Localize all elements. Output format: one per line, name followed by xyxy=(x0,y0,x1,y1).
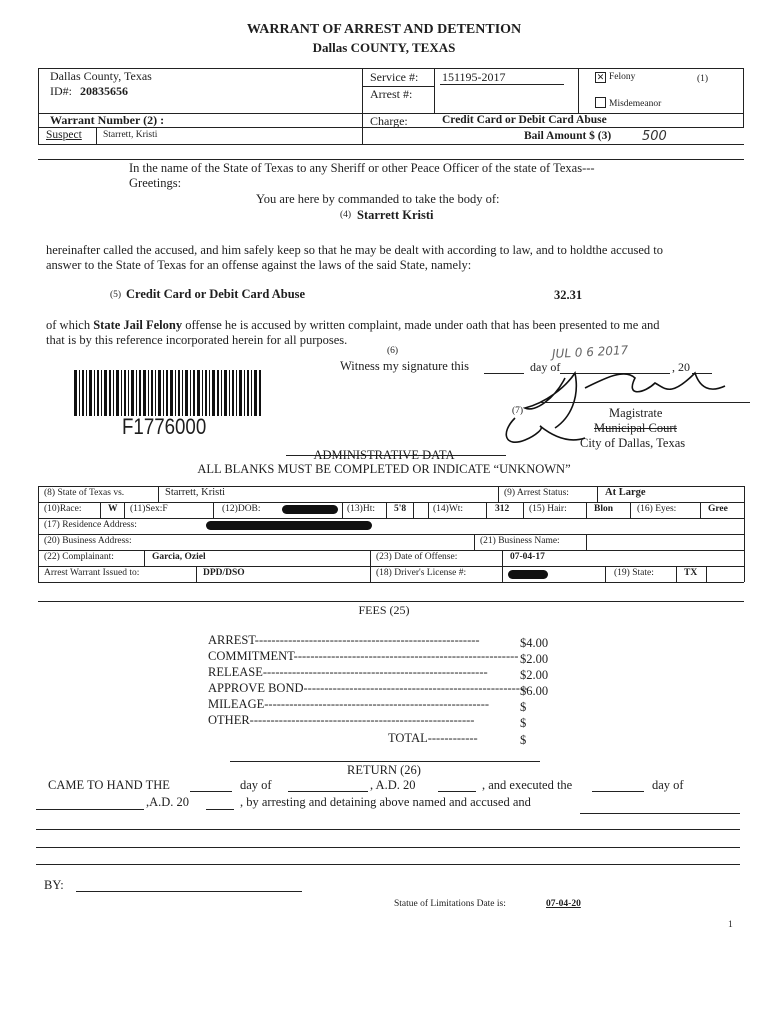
paragraph-1-line-1: hereinafter called the accused, and him safely keep so that he may be dealt with according to law, and to holdthe accused to xyxy=(46,243,664,257)
document-title: WARRANT OF ARREST AND DETENTION xyxy=(246,22,522,37)
felony-number: (1) xyxy=(697,74,709,84)
state-vs-value: Starrett, Kristi xyxy=(165,487,226,498)
issued-to-value: DPD/DSO xyxy=(203,568,245,578)
id-value: 20835656 xyxy=(80,84,128,98)
state-value: TX xyxy=(684,568,698,578)
fee-approve-bond: APPROVE BOND------------------------------------------------------ xyxy=(208,681,529,695)
county-label: Dallas County, Texas xyxy=(50,69,152,83)
state-vs-label: (8) State of Texas vs. xyxy=(44,488,125,498)
state-label: (19) State: xyxy=(614,568,654,578)
by-label: BY: xyxy=(44,878,64,892)
return-day-of-2: day of xyxy=(652,778,684,792)
magistrate-number: (7) xyxy=(512,406,524,416)
weight-value: 312 xyxy=(495,504,510,514)
misdemeanor-checkbox[interactable] xyxy=(595,97,606,108)
barcode-text: F1776000 xyxy=(122,414,207,439)
fee-mileage-amount: $ xyxy=(520,700,527,714)
limitations-value: 07-04-20 xyxy=(546,899,581,909)
executed-the: , and executed the xyxy=(482,778,573,792)
paragraph-2-line-1: of which State Jail Felony offense he is accused by written complaint, made under oath that has been presented to me and xyxy=(46,318,660,332)
return-ad-2: ,A.D. 20 xyxy=(146,795,190,809)
offense-date-value: 07-04-17 xyxy=(510,552,545,562)
date-stamp: JUL 0 6 2017 xyxy=(551,343,629,361)
witness-number: (6) xyxy=(387,346,399,356)
fee-release-amount: $2.00 xyxy=(520,668,549,682)
day-of-label: day of xyxy=(530,360,561,374)
arrest-label: Arrest #: xyxy=(370,87,413,101)
dob-label: (12)DOB: xyxy=(222,504,261,514)
city-label: City of Dallas, Texas xyxy=(580,436,686,450)
year-label: , 20 xyxy=(672,360,690,374)
height-label: (13)Ht: xyxy=(347,504,375,514)
height-value: 5'8 xyxy=(394,504,407,514)
document-subtitle: Dallas COUNTY, TEXAS xyxy=(312,40,456,55)
paragraph-1-line-2: answer to the State of Texas for an offense against the laws of the said State, namely: xyxy=(46,258,472,272)
residence-address-label: (17) Residence Address: xyxy=(44,520,137,530)
race-value: W xyxy=(108,504,118,514)
eyes-label: (16) Eyes: xyxy=(637,504,677,514)
business-address-label: (20) Business Address: xyxy=(44,536,132,546)
accused-name: Starrett Kristi xyxy=(357,208,434,222)
barcode xyxy=(74,370,264,416)
greetings: Greetings: xyxy=(129,176,182,190)
return-ad: , A.D. 20 xyxy=(370,778,416,792)
fee-approve-bond-amount: $6.00 xyxy=(520,684,549,698)
bail-value: 500 xyxy=(642,129,667,144)
weight-label: (14)Wt: xyxy=(433,504,464,514)
witness-line: Witness my signature this xyxy=(340,359,469,373)
fee-mileage: MILEAGE------------------------------------------------------ xyxy=(208,697,490,711)
paragraph-2-line-2: that is by this reference incorporated herein for all purposes. xyxy=(46,333,348,347)
statute-number: 32.31 xyxy=(554,288,583,302)
fee-commitment-amount: $2.00 xyxy=(520,652,549,666)
fee-total: TOTAL------------ xyxy=(388,731,478,745)
fee-commitment: COMMITMENT------------------------------------------------------ xyxy=(208,649,519,663)
fee-arrest: ARREST------------------------------------------------------ xyxy=(208,633,480,647)
admin-title: ADMINISTRATIVE DATA xyxy=(313,448,455,462)
return-day-of: day of xyxy=(240,778,272,792)
service-value: 151195-2017 xyxy=(442,70,506,84)
fee-other: OTHER------------------------------------------------------ xyxy=(208,713,475,727)
dob-redacted xyxy=(282,505,338,514)
service-label: Service #: xyxy=(370,70,419,84)
complainant-value: Garcia, Oziel xyxy=(152,552,206,562)
commanded-line: You are here by commanded to take the body of: xyxy=(256,192,500,206)
arresting-line: , by arresting and detaining above named and accused and xyxy=(240,795,531,809)
warrant-number-label: Warrant Number (2) : xyxy=(50,113,165,127)
greeting-line: In the name of the State of Texas to any Sheriff or other Peace Officer of the state of Texas--- xyxy=(129,161,595,175)
misdemeanor-label: Misdemeanor xyxy=(609,99,662,109)
hair-value: Blon xyxy=(594,504,614,514)
offense-name: Credit Card or Debit Card Abuse xyxy=(126,287,306,301)
drivers-license-redacted xyxy=(508,570,548,579)
drivers-license-label: (18) Driver's License #: xyxy=(376,568,467,578)
suspect-value: Starrett, Kristi xyxy=(103,130,158,140)
arrest-status-value: At Large xyxy=(605,487,646,498)
fee-arrest-amount: $4.00 xyxy=(520,636,549,650)
business-name-label: (21) Business Name: xyxy=(480,536,560,546)
offense-date-label: (23) Date of Offense: xyxy=(376,552,458,562)
complainant-label: (22) Complainant: xyxy=(44,552,114,562)
charge-label: Charge: xyxy=(370,114,408,128)
issued-to-label: Arrest Warrant Issued to: xyxy=(44,568,140,578)
accused-name-number: (4) xyxy=(340,210,352,220)
limitations-label: Statue of Limitations Date is: xyxy=(394,899,506,909)
came-to-hand: CAME TO HAND THE xyxy=(48,778,170,792)
id-label: ID#: xyxy=(50,84,72,98)
charge-value: Credit Card or Debit Card Abuse xyxy=(442,114,607,126)
fees-title: FEES (25) xyxy=(358,603,410,617)
sex-label: (11)Sex:F xyxy=(130,504,168,514)
residence-address-redacted xyxy=(206,521,372,530)
race-label: (10)Race: xyxy=(44,504,82,514)
fee-other-amount: $ xyxy=(520,716,527,730)
eyes-value: Gree xyxy=(708,504,728,514)
hair-label: (15) Hair: xyxy=(529,504,567,514)
admin-subtitle: ALL BLANKS MUST BE COMPLETED OR INDICATE “UNKNOWN” xyxy=(197,462,571,476)
fee-total-amount: $ xyxy=(520,733,527,747)
magistrate-label: Magistrate xyxy=(609,406,663,420)
page-number: 1 xyxy=(728,920,733,930)
fee-release: RELEASE------------------------------------------------------ xyxy=(208,665,488,679)
felony-label: Felony xyxy=(609,72,636,82)
bail-label: Bail Amount $ (3) xyxy=(524,130,612,142)
return-title: RETURN (26) xyxy=(347,763,421,777)
municipal-court-label: Municipal Court xyxy=(594,421,677,435)
offense-number: (5) xyxy=(110,290,122,300)
felony-checkbox[interactable]: ✕ xyxy=(596,72,605,82)
arrest-status-label: (9) Arrest Status: xyxy=(504,488,569,498)
suspect-label: Suspect xyxy=(46,129,82,141)
